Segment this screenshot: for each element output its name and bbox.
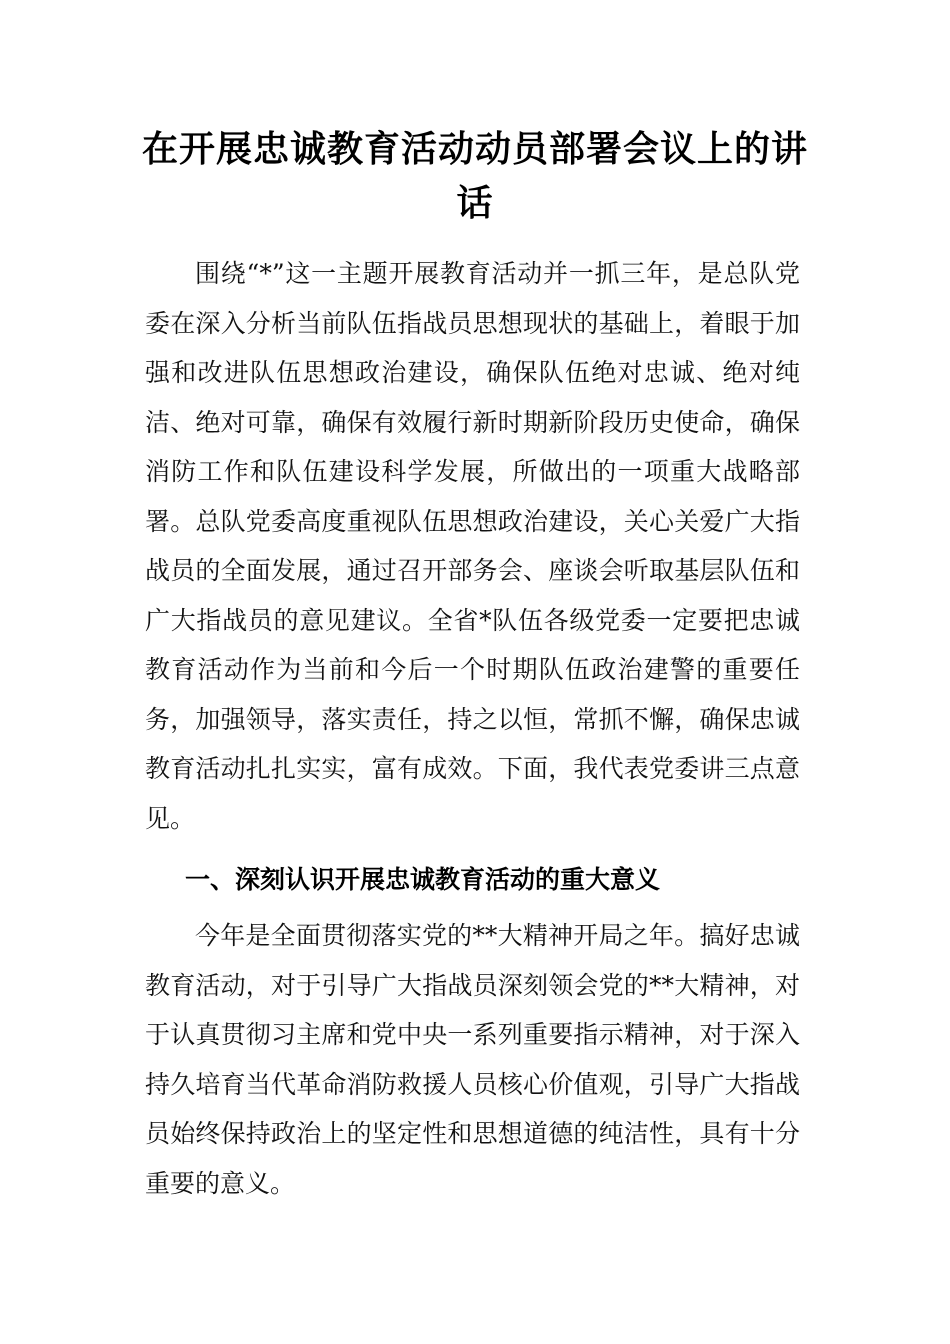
section-1-paragraph: 今年是全面贯彻落实党的**大精神开局之年。搞好忠诚教育活动，对于引导广大指战员深刻领会党的**大精神，对于认真贯彻习主席和党中央一系列重要指示精神，对于深入持久培育当代革命消防救援人员核心价值观，引导广大指战员始终保持政治上的坚定性和思想道德的纯洁性，具有十分重要的意义。	[145, 921, 800, 1198]
document-title: 在开展忠诚教育活动动员部署会议上的讲话	[141, 128, 808, 224]
intro-paragraph: 围绕“*”这一主题开展教育活动并一抓三年，是总队党委在深入分析当前队伍指战员思想现状的基础上，着眼于加强和改进队伍思想政治建设，确保队伍绝对忠诚、绝对纯洁、绝对可靠，确保有效履行新时期新阶段历史使命，确保消防工作和队伍建设科学发展，所做出的一项重大战略部署。总队党委高度重视队伍思想政治建设，关心关爱广大指战员的全面发展，通过召开部务会、座谈会听取基层队伍和广大指战员的意见建议。全省*队伍各级党委一定要把忠诚教育活动作为当前和今后一个时期队伍政治建警的重要任务，加强领导，落实责任，持之以恒，常抓不懈，确保忠诚教育活动扎扎实实，富有成效。下面，我代表党委讲三点意见。	[145, 259, 800, 833]
section-heading-1: 一、深刻认识开展忠诚教育活动的重大意义	[185, 865, 661, 894]
